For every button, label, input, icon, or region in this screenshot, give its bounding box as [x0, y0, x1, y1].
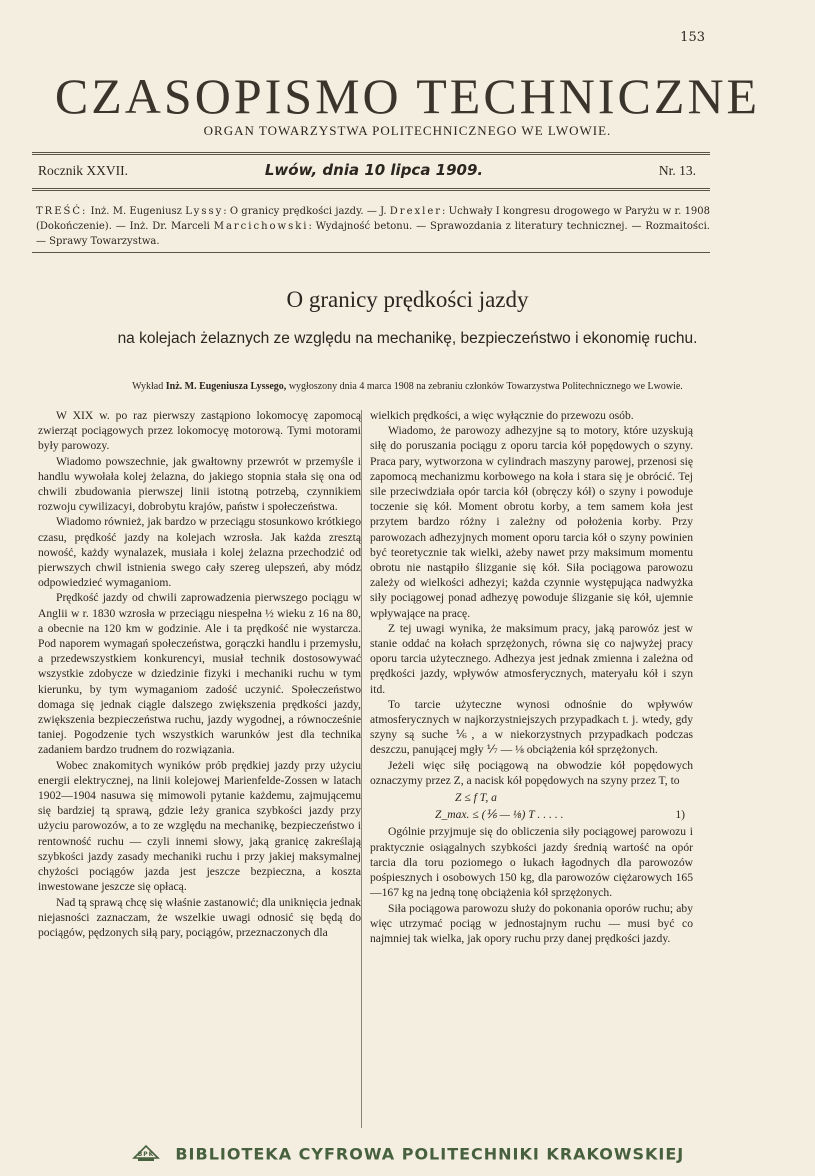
lecture-note-prefix: Wykład	[132, 381, 164, 392]
contents-text: Inż. M. Eugeniusz	[90, 206, 182, 217]
issue-place-date: Lwów, dnia 10 lipca 1909.	[264, 161, 484, 179]
contents-text: : O granicy prędkości jazdy. — J.	[223, 206, 387, 217]
paragraph: To tarcie użyteczne wynosi odnośnie do wpływów atmosferycznych w najkorzystniejszych przypadkach t. j. wtedy, gdy szyny są suche ⅙, a w niekorzystnych przypadkach podczas deszczu, panującej mgły ⅐ — ⅛ obciążenia kół sprzężonych.	[370, 697, 693, 757]
journal-masthead: CZASOPISMO TECHNICZNE	[54, 68, 761, 124]
contents-label: TREŚĆ:	[36, 206, 88, 217]
paragraph: W XIX w. po raz pierwszy zastąpiono lokomocyę zapomocą zwierząt pociągowych przez lokomocyę motorową. Tymi motorami były parowozy.	[38, 409, 361, 453]
formula-2-expression: Z_max. ≤ (⅙ — ⅛) T	[435, 808, 535, 822]
paragraph: Wiadomo powszechnie, jak gwałtowny przewrót w przemyśle i handlu wywołała kolej żelazna, do jakiego stopnia stała się ona od chwili zbudowania pierwszej linii istotną potrzebą, czynnikiem rozwoju cywilizacyi, dobrobytu krajów, państw i społeczeństwa.	[38, 454, 361, 514]
table-of-contents	[36, 204, 710, 249]
lecture-note	[70, 380, 745, 394]
contents-author: Drexler	[389, 206, 443, 217]
page-number: 153	[680, 30, 705, 45]
contents-text: : Wydajność betonu. — Sprawozdania z literatury technicznej. — Rozmaitości. — Sprawy Towarzystwa.	[36, 221, 710, 247]
paragraph: Jeżeli więc siłę pociągową na obwodzie kół popędowych oznaczymy przez Z, a nacisk kół popędowych na szyny przez T, to	[370, 758, 693, 787]
lecture-note-text: wygłoszony dnia 4 marca 1908 na zebraniu członków Towarzystwa Politechnicznego we Lwowie.	[288, 381, 683, 392]
paragraph: Wiadomo również, jak bardzo w przeciągu stosunkowo krótkiego czasu, prędkość jazdy na kolejach wzrosła. Jak każda zresztą nowość, każdy wynalazek, musiała i kolej żelazna przechodzić od pierwszych chwil istnienia swego cały szereg ulepszeń, aby módz odpowiedzieć wymaganiom.	[38, 515, 361, 590]
formula-2	[370, 807, 693, 822]
issue-number: Nr. 13.	[658, 163, 696, 178]
masthead-rule	[32, 152, 710, 155]
column-divider	[361, 410, 362, 1128]
paragraph: Prędkość jazdy od chwili zaprowadzenia pierwszego pociągu w Anglii w r. 1830 wzrosła w przeciągu niespełna ½ wieku z 16 na 80, a obecnie na 120 km w godzinie. Ale i ta prędkość nie wystarcza. Pod naporem wymagań społeczeństwa, gorączki handlu i przemysłu, a przedewszystkiem konkurencyi, musiał technik dostosowywać wszystkie zdobycze w dziedzinie fizyki i mechaniki ruchu w tym kierunku, by tym wymaganiom zadość uczynić. Społeczeństwo domaga się jednak ciągle dalszego zwiększenia prędkości jazdy, zwiększenia bezpieczeństwa ruchu, jazdy wygodnej, a równocześnie taniej. Pogodzenie tych wszystkich warunków jest dla technika zadaniem bardzo trudnem do rozwiązania.	[38, 591, 361, 757]
contents-rule	[32, 252, 710, 253]
bpk-logo-text: BPK	[137, 1151, 155, 1158]
library-name: BIBLIOTEKA CYFROWA POLITECHNIKI KRAKOWSKIEJ	[175, 1144, 685, 1164]
paragraph: Wobec znakomitych wyników prób prędkiej jazdy przy użyciu energii elektrycznej, na linii kolejowej Marienfelde-Zossen w latach 1902—1904 nasuwa się mimowoli pytanie każdemu, zajmującemu się bardziej tą sprawą, gdzie leży granica szybkości jazdy przy użyciu parowozów, a to ze względu na mechanikę, bezpieczeństwo i rentowność ruchu — czyli innemi słowy, jaką granicę zakreślają szybkości jazdy zasady mechaniki ruchu i przy jakiej maksymalnej chyżości pociągów jazda jest jeszcze bezpieczna, a koszta inwestowane jeszcze się opłacą.	[38, 758, 361, 894]
issue-year: Rocznik XXVII.	[38, 163, 128, 178]
lecture-note-author: Inż. M. Eugeniusza Lyssego,	[165, 381, 287, 392]
left-column	[38, 408, 361, 940]
formula-2-dots: . . . . .	[537, 808, 564, 822]
paragraph: Nad tą sprawą chcę się właśnie zastanowić; dla uniknięcia jednak niejasności zaznaczam, że wszelkie uwagi odnosić się będą do pociągów, pędzonych siłą pary, pociągów, przeznaczonych dla	[38, 895, 361, 939]
paragraph: Ogólnie przyjmuje się do obliczenia siły pociągowej parowozu i praktycznie osiągalnych szybkości jazdy średnią wartość na opór tarcia dla toru poziomego o łukach łagodnych dla parowozów pośpiesznych i osobowych 150 kg, dla parowozów ciężarowych 165—167 kg na jedną tonę obciążenia kół sprzężonych.	[370, 825, 693, 900]
bpk-library-logo-icon	[131, 1142, 161, 1168]
formula-1: Z ≤ f T, a	[455, 791, 497, 805]
paragraph: Z tej uwagi wynika, że maksimum pracy, jaką parowóz jest w stanie oddać na kołach sprzężonych, równa się co najwyżej pracy oporu tarcia użytecznego. Adhezya jest jednak zmienna i zależna od prędkości jazdy, wpływów atmosferycznych, materyału kół i szyn itd.	[370, 621, 693, 696]
contents-author: Marcichowski	[213, 221, 309, 232]
issue-rule	[32, 188, 710, 191]
paragraph: Siła pociągowa parowozu służy do pokonania oporów ruchu; aby więc utrzymać pociąg w jednostajnym ruchu — musi być co najmniej tak wielka, jak opory ruchu przy danej prędkości jazdy.	[370, 901, 693, 945]
formula-2-number: 1)	[675, 808, 685, 822]
library-watermark	[0, 1142, 815, 1168]
right-column	[370, 408, 693, 946]
paragraph: Wiadomo, że parowozy adhezyjne są to motory, które uzyskują siłę do poruszania pociągu z oporu tarcia kół popędowych o szyny. Praca pary, wytworzona w cylindrach maszyny parowej, przenosi się zapomocą mechanizmu korbowego na koła i stara się je obrócić. Tej sile przeciwdziała opór tarcia kół (obręczy kół) o szyny i powoduje toczenie się kół. Moment obrotu korby, a tem samem koła jest przytem bardzo różny i zależny od położenia korby. Przy parowozach adhezyjnych moment oporu tarcia kół o szyny powinien być teoretycznie tak wielki, ażeby nawet przy maksimum momentu obrotu nie nastąpiło ślizganie się kół. Siła pociągowa parowozu zależy od wielkości adhezyi; każda czynnie występująca nadwyżka siły pociągowej ponad adhezyę powoduje ślizganie się kół, ujemnie wpływające na pracę.	[370, 424, 693, 620]
article-subtitle: na kolejach żelaznych ze względu na mechanikę, bezpieczeństwo i ekonomię ruchu.	[117, 330, 698, 347]
contents-text: : Uchwały I kongresu drogowego w Paryżu w r. 1908 (Dokończenie). — Inż. Dr. Marceli	[36, 206, 711, 232]
paragraph: wielkich prędkości, a więc wyłącznie do przewozu osób.	[370, 409, 634, 422]
issue-line	[38, 159, 710, 181]
article-title: O granicy prędkości jazdy	[286, 287, 529, 312]
journal-subtitle: ORGAN TOWARZYSTWA POLITECHNICZNEGO WE LWOWIE.	[203, 123, 612, 138]
contents-author: Lyssy	[185, 206, 224, 217]
